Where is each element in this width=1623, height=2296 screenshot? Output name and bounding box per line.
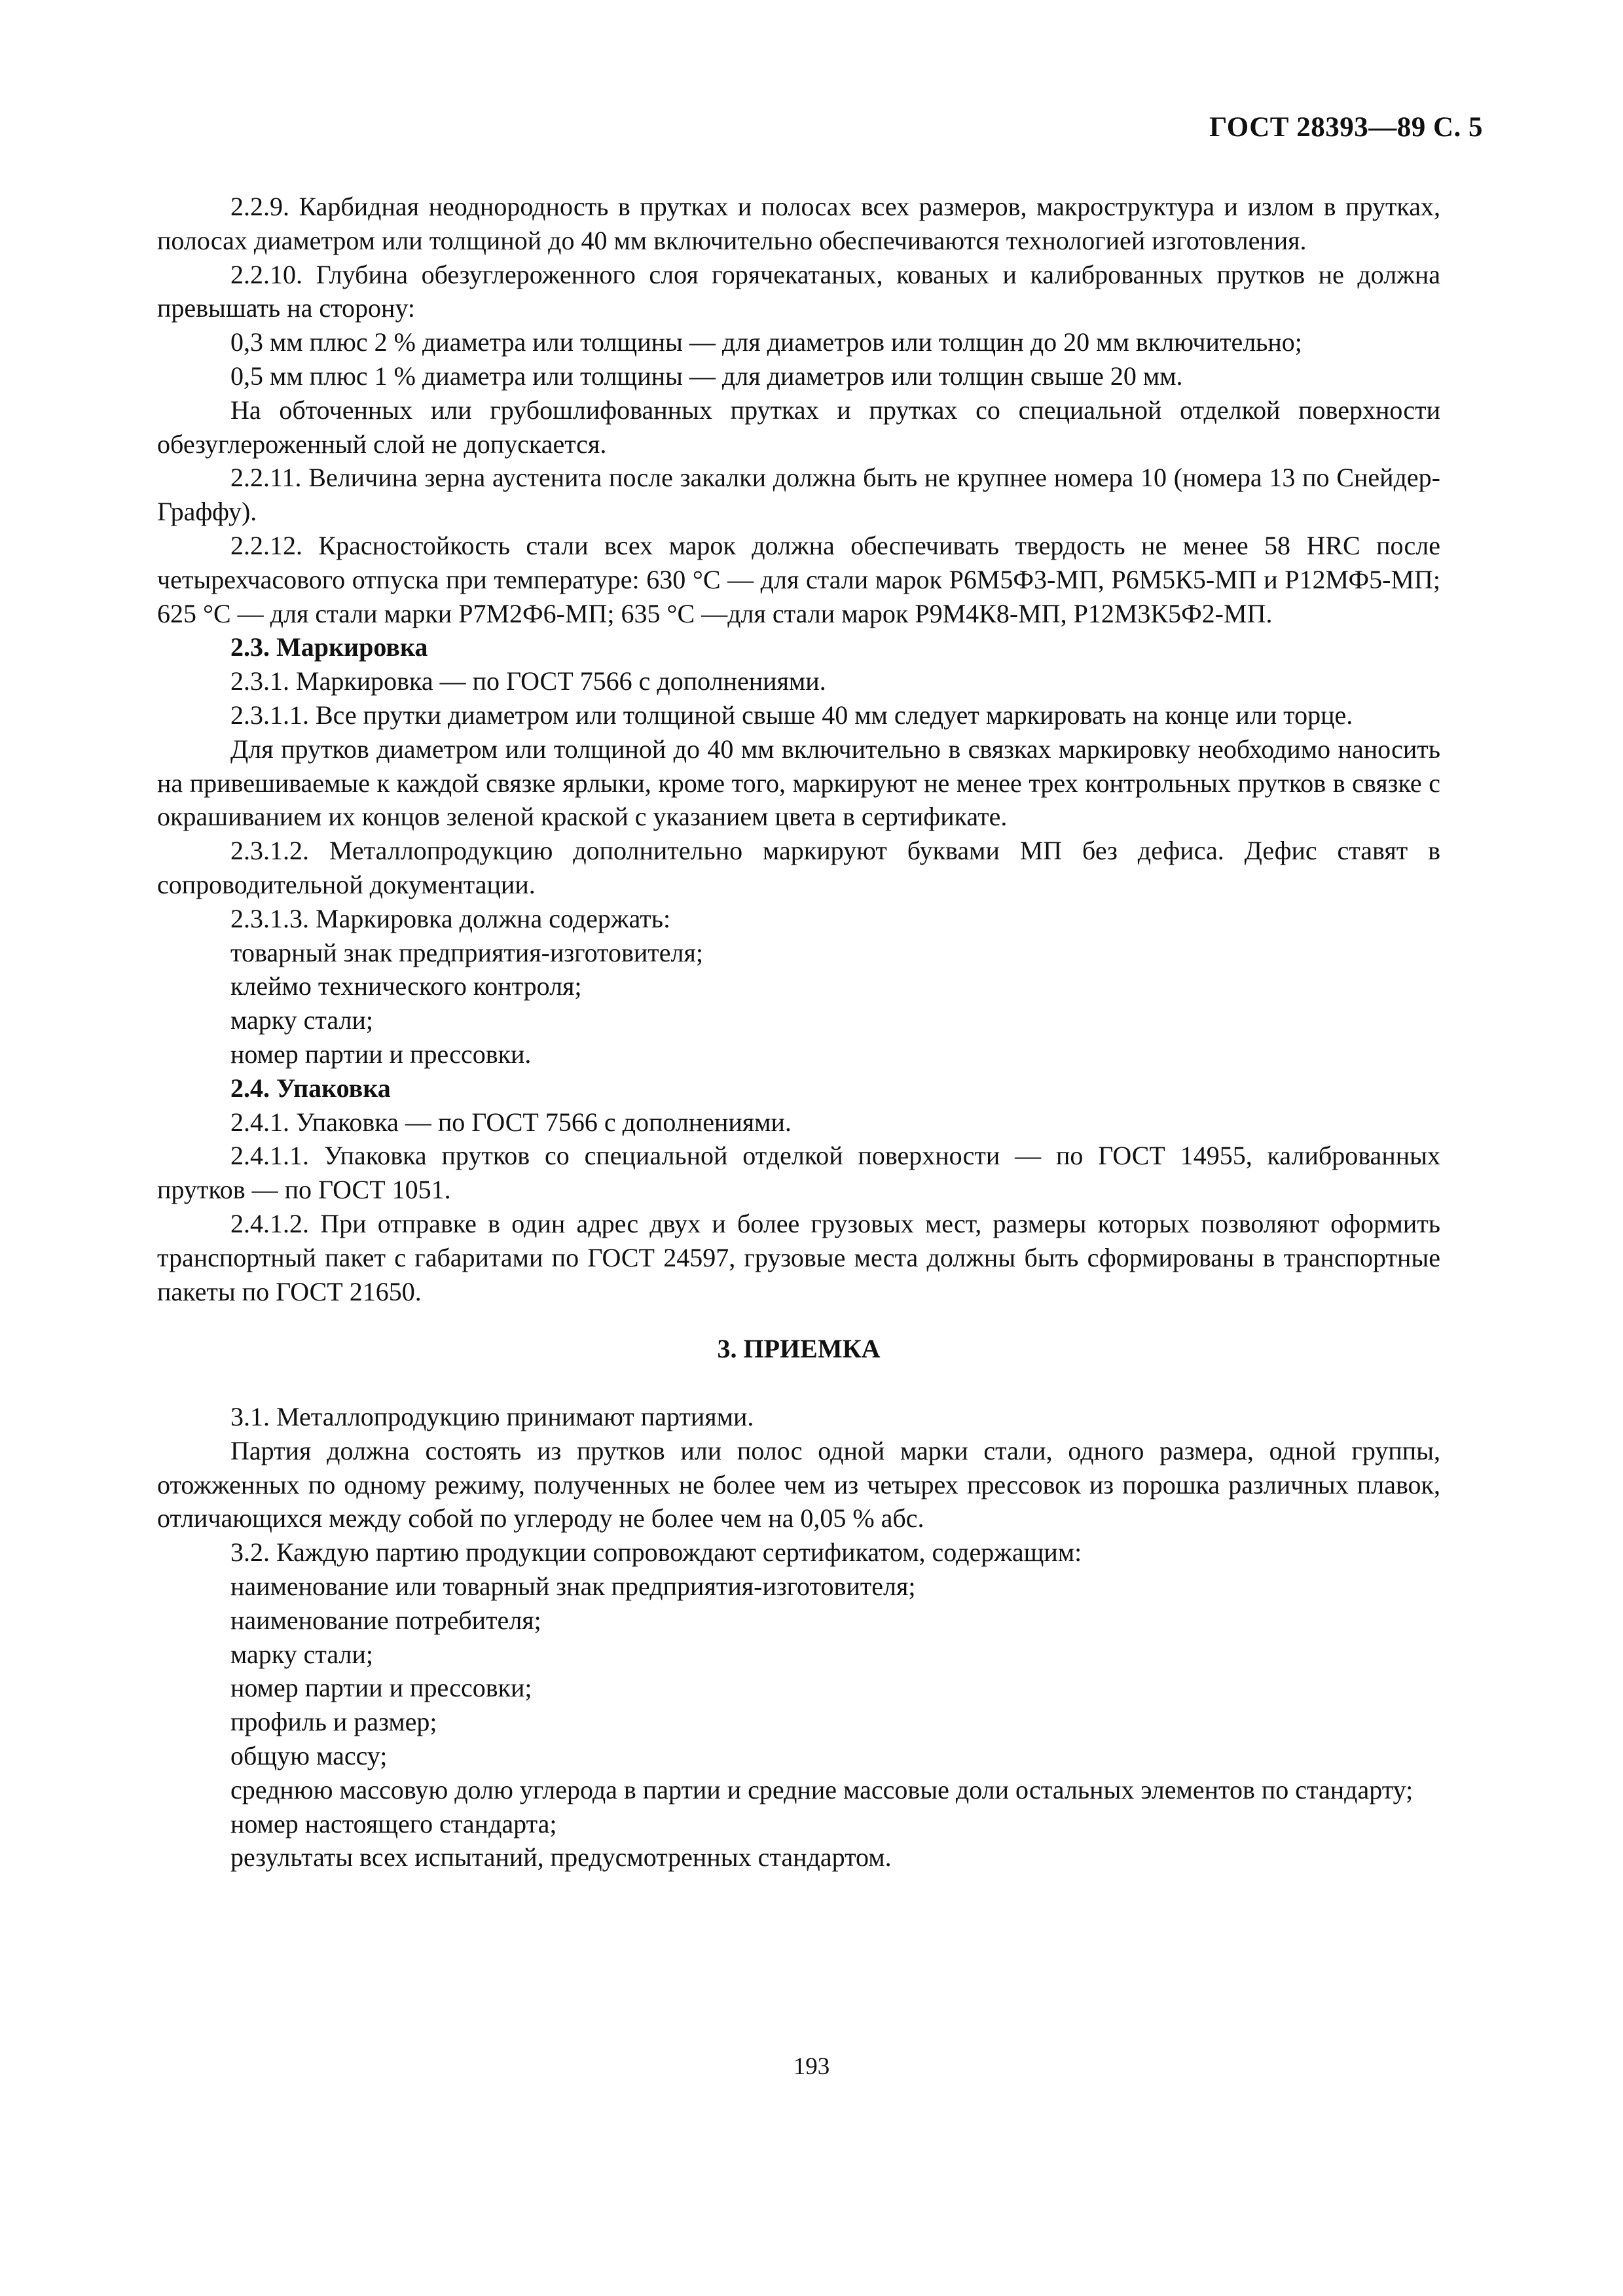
paragraph: 3.1. Металлопродукцию принимают партиями.: [230, 1402, 754, 1432]
section-heading: 3. ПРИЕМКА: [717, 1334, 881, 1364]
paragraph: 3.2. Каждую партию продукции сопровождают сертификатом, содержащим:: [230, 1537, 1082, 1568]
subsection-heading: 2.3. Маркировка: [230, 632, 428, 662]
paragraph: номер настоящего стандарта;: [230, 1808, 557, 1839]
paragraph: марку стали;: [230, 1005, 373, 1035]
paragraph: 0,3 мм плюс 2 % диаметра или толщины — для диаметров или толщин до 20 мм включительно;: [230, 327, 1302, 357]
paragraph: 2.4.1.1. Упаковка прутков со специальной отделкой поверхности — по ГОСТ 14955, калиброванных прутков — по ГОСТ 1051.: [157, 1141, 1440, 1205]
paragraph: Партия должна состоять из прутков или полос одной марки стали, одного размера, одной группы, отожженных по одному режиму, полученных не более чем из четырех прессовок из порошка различных плавок, отличающихся между собой по углероду не более чем на 0,05 % абс.: [157, 1435, 1440, 1534]
paragraph: номер партии и прессовки.: [230, 1039, 532, 1069]
subsection-heading: 2.4. Упаковка: [230, 1073, 391, 1103]
document-body: [157, 190, 1440, 1874]
paragraph: товарный знак предприятия-изготовителя;: [230, 937, 703, 967]
paragraph: 2.3.1.3. Маркировка должна содержать:: [230, 903, 671, 933]
paragraph: результаты всех испытаний, предусмотренных стандартом.: [230, 1842, 892, 1873]
paragraph: 2.3.1. Маркировка — по ГОСТ 7566 с дополнениями.: [230, 666, 826, 696]
paragraph: клеймо технического контроля;: [230, 971, 582, 1001]
paragraph: наименование потребителя;: [230, 1605, 541, 1635]
paragraph: 2.2.12. Красностойкость стали всех марок должна обеспечивать твердость не менее 58 HRC после четырехчасового отпуска при температуре: 630 °С — для стали марок Р6М5Ф3-МП, Р6М5К5-МП и Р12МФ5-МП; 625 °С — для стали марки Р7М2Ф6-МП; 635 °С —для стали марок Р9М4К8-МП, Р12М3К5Ф2-МП.: [157, 530, 1440, 628]
paragraph: 2.4.1.2. При отправке в один адрес двух и более грузовых мест, размеры которых позволяют оформить транспортный пакет с габаритами по ГОСТ 24597, грузовые места должны быть сформированы в транспортные пакеты по ГОСТ 21650.: [157, 1208, 1440, 1306]
page-header: ГОСТ 28393—89 С. 5: [1209, 112, 1483, 143]
paragraph: среднюю массовую долю углерода в партии и средние массовые доли остальных элементов по стандарту;: [230, 1774, 1413, 1804]
paragraph: 2.2.9. Карбидная неоднородность в прутках и полосах всех размеров, макроструктура и излом в прутках, полосах диаметром или толщиной до 40 мм включительно обеспечиваются технологией изготовления.: [157, 192, 1440, 255]
paragraph: общую массу;: [230, 1741, 388, 1771]
paragraph: 2.3.1.2. Металлопродукцию дополнительно маркируют буквами МП без дефиса. Дефис ставят в сопроводительной документации.: [157, 836, 1440, 899]
paragraph: номер партии и прессовки;: [230, 1673, 532, 1703]
paragraph: 2.2.10. Глубина обезуглероженного слоя горячекатаных, кованых и калиброванных прутков не должна превышать на сторону:: [157, 259, 1440, 323]
page-number: 193: [793, 2053, 830, 2080]
paragraph: Для прутков диаметром или толщиной до 40 мм включительно в связках маркировку необходимо наносить на привешиваемые к каждой связке ярлыки, кроме того, маркируют не менее трех контрольных прутков в связке с окрашиванием их концов зеленой краской с указанием цвета в сертификате.: [157, 734, 1440, 832]
paragraph: 2.3.1.1. Все прутки диаметром или толщиной свыше 40 мм следует маркировать на конце или торце.: [230, 700, 1353, 730]
paragraph: 2.4.1. Упаковка — по ГОСТ 7566 с дополнениями.: [230, 1107, 792, 1137]
paragraph: На обточенных или грубошлифованных прутках и прутках со специальной отделкой поверхности обезуглероженный слой не допускается.: [157, 395, 1440, 459]
paragraph: наименование или товарный знак предприятия-изготовителя;: [230, 1571, 916, 1602]
paragraph: марку стали;: [230, 1639, 373, 1669]
paragraph: 0,5 мм плюс 1 % диаметра или толщины — для диаметров или толщин свыше 20 мм.: [230, 361, 1183, 391]
paragraph: профиль и размер;: [230, 1707, 437, 1737]
paragraph: 2.2.11. Величина зерна аустенита после закалки должна быть не крупнее номера 10 (номера 13 по Снейдер-Граффу).: [157, 463, 1440, 527]
